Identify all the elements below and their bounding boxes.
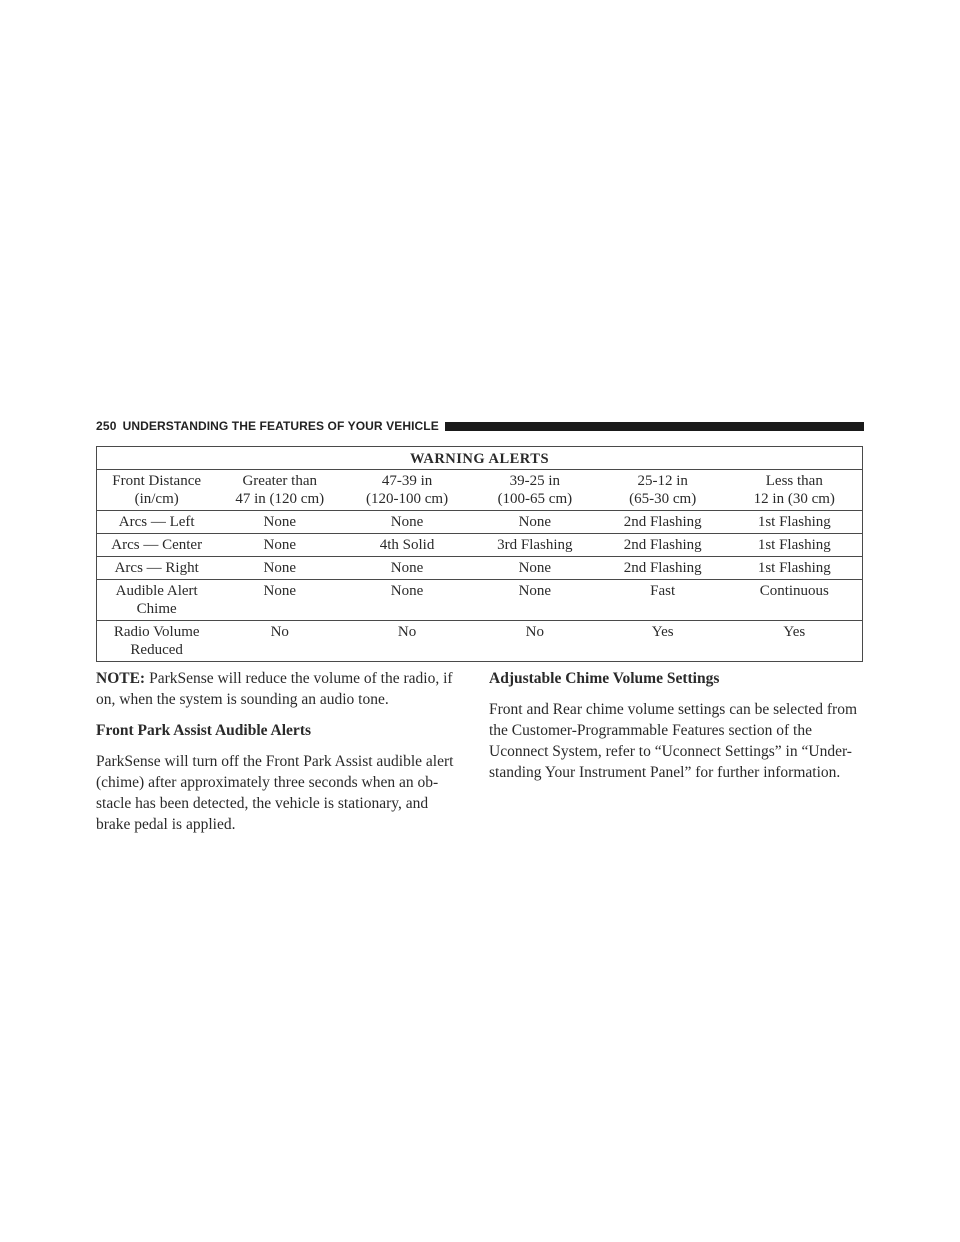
table-cell: None xyxy=(471,580,599,621)
distance-cell: 47-39 in (120-100 cm) xyxy=(366,473,449,507)
table-title: WARNING ALERTS xyxy=(97,447,863,470)
table-cell: 4th Solid xyxy=(343,534,471,557)
table-cell: None xyxy=(343,580,471,621)
right-column xyxy=(489,668,864,793)
warning-alerts-table xyxy=(96,446,863,662)
table-cell: None xyxy=(471,511,599,534)
section-title: UNDERSTANDING THE FEATURES OF YOUR VEHICLE xyxy=(122,419,439,433)
table-row xyxy=(97,557,863,580)
table-row xyxy=(97,621,863,662)
chime-volume-heading: Adjustable Chime Volume Settings xyxy=(489,670,720,687)
table-cell: None xyxy=(216,511,343,534)
row-label: Arcs — Center xyxy=(97,534,217,557)
table-cell: None xyxy=(343,511,471,534)
left-column xyxy=(96,668,475,845)
front-park-assist-heading: Front Park Assist Audible Alerts xyxy=(96,722,312,739)
table-cell: Fast xyxy=(599,580,727,621)
row-label: Front Distance (in/cm) xyxy=(97,470,217,511)
note-paragraph: NOTE: ParkSense will reduce the volume of the radio, if on, when the system is sounding an audio tone. xyxy=(96,670,453,708)
table-cell: None xyxy=(216,534,343,557)
table-cell: Yes xyxy=(727,621,863,662)
distance-cell: Less than 12 in (30 cm) xyxy=(727,470,863,511)
front-park-assist-paragraph: ParkSense will turn off the Front Park Assist audible alert (chime) after approximately three seconds when an ob- stacle has been detected, the vehicle is stationary, and brake pedal is applied. xyxy=(96,753,454,833)
table-cell: 2nd Flashing xyxy=(599,557,727,580)
table-cell: 1st Flashing xyxy=(727,511,863,534)
table-cell: 1st Flashing xyxy=(727,557,863,580)
table-cell: 2nd Flashing xyxy=(599,511,727,534)
table-cell: No xyxy=(471,621,599,662)
row-label: Radio Volume Reduced xyxy=(97,621,217,662)
table-cell: 2nd Flashing xyxy=(599,534,727,557)
table-cell: 1st Flashing xyxy=(727,534,863,557)
chime-volume-paragraph: Front and Rear chime volume settings can be selected from the Customer-Programmable Features section of the Uconnect System, refer to “Uconnect Settings” in “Under- standing Your Instrument Panel” for further information. xyxy=(489,701,858,781)
page-number: 250 xyxy=(96,419,117,433)
row-label: Arcs — Left xyxy=(97,511,217,534)
table-cell: None xyxy=(343,557,471,580)
table-row xyxy=(97,534,863,557)
table-cell: Yes xyxy=(599,621,727,662)
table-cell: Continuous xyxy=(727,580,863,621)
distance-cell: 25-12 in (65-30 cm) xyxy=(629,473,697,507)
table-cell: No xyxy=(343,621,471,662)
header-rule xyxy=(445,422,864,431)
table-cell: None xyxy=(216,580,343,621)
table-row xyxy=(97,511,863,534)
table-row xyxy=(97,580,863,621)
page-header xyxy=(96,418,864,434)
row-label: Audible Alert Chime xyxy=(97,580,217,621)
table-cell: None xyxy=(471,557,599,580)
distance-cell: Greater than 47 in (120 cm) xyxy=(235,473,325,507)
table-cell: 3rd Flashing xyxy=(471,534,599,557)
table-header-row xyxy=(97,470,863,511)
note-label: NOTE: xyxy=(96,670,146,687)
table-cell: No xyxy=(216,621,343,662)
row-label: Arcs — Right xyxy=(97,557,217,580)
distance-cell: 39-25 in (100-65 cm) xyxy=(497,473,573,507)
table-cell: None xyxy=(216,557,343,580)
